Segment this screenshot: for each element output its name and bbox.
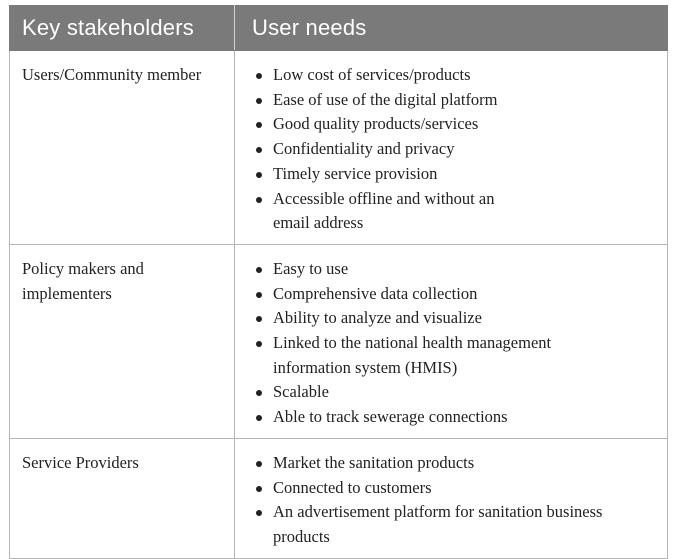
table-row	[10, 438, 668, 558]
table-header	[10, 6, 668, 51]
needs-list	[245, 451, 657, 550]
list-item: Ease of use of the digital platform	[245, 88, 657, 113]
list-item: Low cost of services/products	[245, 63, 657, 88]
stakeholder-name: Policy makers and implementers	[22, 258, 144, 303]
table-row	[10, 51, 668, 245]
stakeholder-cell	[10, 51, 235, 245]
stakeholder-cell	[10, 438, 235, 558]
list-item: An advertisement platform for sanitation business products	[245, 500, 613, 549]
list-item: Confidentiality and privacy	[245, 137, 657, 162]
needs-list	[245, 257, 657, 430]
stakeholder-needs-table	[9, 5, 668, 559]
needs-cell	[235, 51, 668, 245]
stakeholder-cell	[10, 244, 235, 438]
list-item: Easy to use	[245, 257, 657, 282]
list-item: Market the sanitation products	[245, 451, 657, 476]
list-item: Accessible offline and without an email address	[245, 187, 533, 236]
list-item: Good quality products/services	[245, 112, 657, 137]
header-key-stakeholders: Key stakeholders	[10, 6, 235, 51]
header-user-needs: User needs	[235, 6, 668, 51]
list-item: Ability to analyze and visualize	[245, 306, 657, 331]
stakeholder-name: Users/Community member	[22, 65, 202, 84]
needs-list	[245, 63, 657, 236]
needs-cell	[235, 438, 668, 558]
table-body	[10, 51, 668, 559]
stakeholder-name: Service Providers	[22, 452, 139, 472]
list-item: Timely service provision	[245, 162, 657, 187]
header-row	[10, 6, 668, 51]
list-item: Comprehensive data collection	[245, 282, 657, 307]
table-row	[10, 244, 668, 438]
list-item: Able to track sewerage connections	[245, 405, 657, 430]
list-item: Scalable	[245, 380, 657, 405]
list-item: Connected to customers	[245, 476, 657, 501]
list-item: Linked to the national health management information system (HMIS)	[245, 331, 623, 380]
needs-cell	[235, 244, 668, 438]
